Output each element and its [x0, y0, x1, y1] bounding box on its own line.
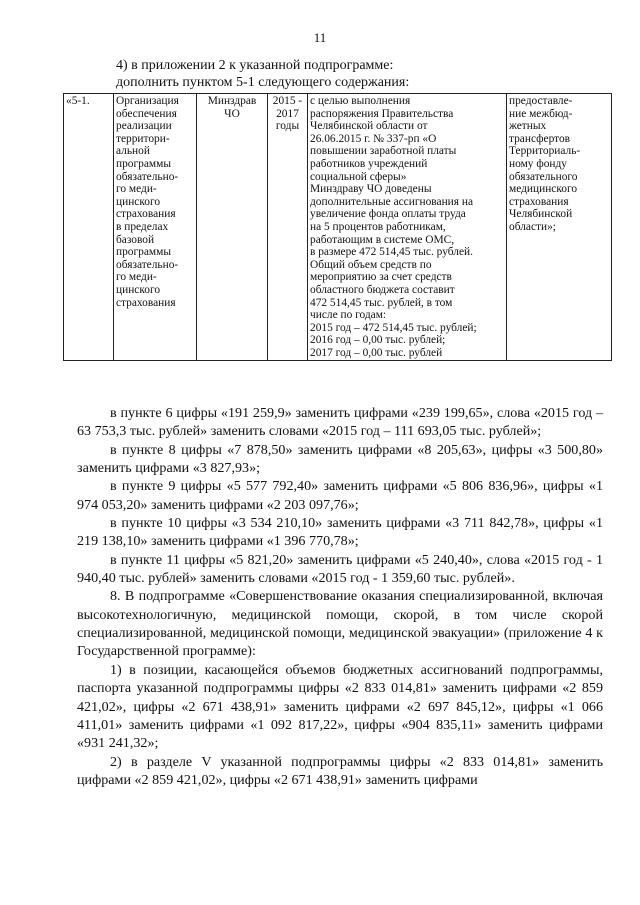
cell-line: страхования	[116, 208, 176, 221]
cell-line: го меди-	[116, 183, 157, 196]
cell-line: областного бюджета составит	[310, 283, 455, 296]
cell-line: альной	[116, 145, 150, 158]
result-cell	[507, 94, 612, 361]
paragraph: 2) в разделе V указанной подпрограммы цифры «2 833 014,81» заменить цифрами «2 859 421,02», цифры «2 671 438,91» заменить цифрами	[77, 753, 603, 788]
cell-line: территори-	[116, 132, 170, 145]
paragraph: 8. В подпрограмме «Совершенствование оказания специализированной, включая высокотехнологичную, медицинской помощи, скорой, в том числе скорой специализированной, медицинской помощи, медицинской эвакуации» (приложение 4 к Государственной программе):	[77, 588, 603, 660]
intro-line-1: 4) в приложении 2 к указанной подпрограмме:	[116, 58, 394, 73]
cell-line: обязательно-	[116, 170, 179, 183]
cell-line: Организация	[116, 95, 179, 107]
cell-line: дополнительные ассигнования на	[310, 195, 474, 208]
cell-line: области»;	[509, 220, 556, 233]
cell-line: 2017 год – 0,00 тыс. рублей	[310, 346, 443, 359]
cell-line: цинского	[116, 195, 161, 208]
cell-line: на 5 процентов работникам,	[310, 220, 446, 233]
cell-line: программы	[116, 157, 171, 170]
cell-line: 2016 год – 0,00 тыс. рублей;	[310, 334, 446, 347]
cell-line: ЧО	[224, 107, 240, 120]
cell-line: 26.06.2015 г. № 337-рп «О	[310, 132, 437, 145]
cell-line: Минздрав	[207, 95, 257, 107]
cell-line: 2017	[276, 107, 299, 120]
cell-line: работающим в системе ОМС,	[310, 233, 455, 246]
amendment-table	[63, 93, 612, 361]
cell-line: мероприятию за счет средств	[310, 271, 452, 284]
cell-line: 2015 -	[272, 95, 303, 107]
period-cell	[268, 94, 308, 361]
page-number: 11	[313, 30, 327, 45]
cell-line: обязательного	[509, 170, 578, 183]
paragraph: 1) в позиции, касающейся объемов бюджетных ассигнований подпрограммы, паспорта указанной подпрограммы цифры «2 833 014,81» заменить цифрами «2 859 421,02», цифры «2 671 438,91» заменить цифрами «2 697 845,12», цифры «1 066 411,01» заменить цифрами «1 092 817,22», цифры «904 835,11» заменить цифрами «931 241,32»;	[77, 661, 603, 752]
cell-line: с целью выполнения	[310, 95, 411, 107]
cell-line: ние межбюд-	[509, 107, 573, 120]
cell-line: медицинского	[509, 183, 578, 196]
cell-line: страхования	[509, 195, 569, 208]
cell-line: работников учреждений	[310, 157, 428, 170]
cell-line: 2015 год – 472 514,45 тыс. рублей;	[310, 321, 477, 334]
cell-line: го меди-	[116, 271, 157, 284]
cell-line: Территориаль-	[509, 145, 581, 158]
cell-line: Челябинской области от	[310, 120, 428, 133]
cell-line: жетных	[509, 120, 547, 133]
cell-line: трансфертов	[509, 132, 571, 145]
cell-line: предоставле-	[509, 95, 573, 107]
cell-line: обязательно-	[116, 258, 179, 271]
cell-line: базовой	[116, 233, 155, 246]
cell-line: Общий объем средств по	[310, 258, 432, 271]
cell-line: числе по годам:	[310, 309, 387, 322]
cell-line: Челябинской	[509, 208, 573, 221]
cell-line: ному фонду	[509, 157, 567, 170]
item-name-cell	[114, 94, 197, 361]
paragraph: в пункте 9 цифры «5 577 792,40» заменить цифрами «5 806 836,96», цифры «1 974 053,20» заменить цифрами «2 203 097,76»;	[77, 478, 603, 513]
cell-line: в пределах	[116, 220, 169, 233]
cell-line: повышении заработной платы	[310, 145, 457, 158]
executor-cell	[197, 94, 268, 361]
paragraph: в пункте 11 цифры «5 821,20» заменить цифрами «5 240,40», слова «2015 год - 1 940,40 тыс. рублей» заменить словами «2015 год - 1 359,60 тыс. рублей».	[77, 551, 603, 587]
cell-line: увеличение фонда оплаты труда	[310, 208, 466, 221]
cell-line: в размере 472 514,45 тыс. рублей.	[310, 246, 473, 259]
cell-line: страхования	[116, 296, 176, 309]
cell-line: распоряжения Правительства	[310, 107, 454, 120]
cell-line: социальной сферы»	[310, 170, 407, 183]
intro-line-2: дополнить пунктом 5-1 следующего содержания:	[116, 75, 410, 90]
cell-line: Минздраву ЧО доведены	[310, 183, 432, 196]
description-cell	[308, 94, 507, 361]
amendment-paragraphs	[77, 404, 603, 789]
cell-line: реализации	[116, 120, 172, 133]
item-number-cell: «5-1.	[64, 94, 114, 361]
paragraph: в пункте 8 цифры «7 878,50» заменить цифрами «8 205,63», цифры «3 500,80» заменить цифрами «3 827,93»;	[77, 441, 603, 477]
cell-line: годы	[275, 120, 300, 133]
paragraph: в пункте 6 цифры «191 259,9» заменить цифрами «239 199,65», слова «2015 год – 63 753,3 тыс. рублей» заменить словами «2015 год – 111 693,05 тыс. рублей»;	[77, 405, 603, 440]
paragraph: в пункте 10 цифры «3 534 210,10» заменить цифрами «3 711 842,78», цифры «1 219 138,10» заменить цифрами «1 396 770,78»;	[77, 515, 603, 550]
cell-line: обеспечения	[116, 107, 177, 120]
table-row	[64, 94, 612, 361]
cell-line: программы	[116, 246, 171, 259]
cell-line: 472 514,45 тыс. рублей, в том	[310, 296, 453, 309]
cell-line: цинского	[116, 283, 161, 296]
